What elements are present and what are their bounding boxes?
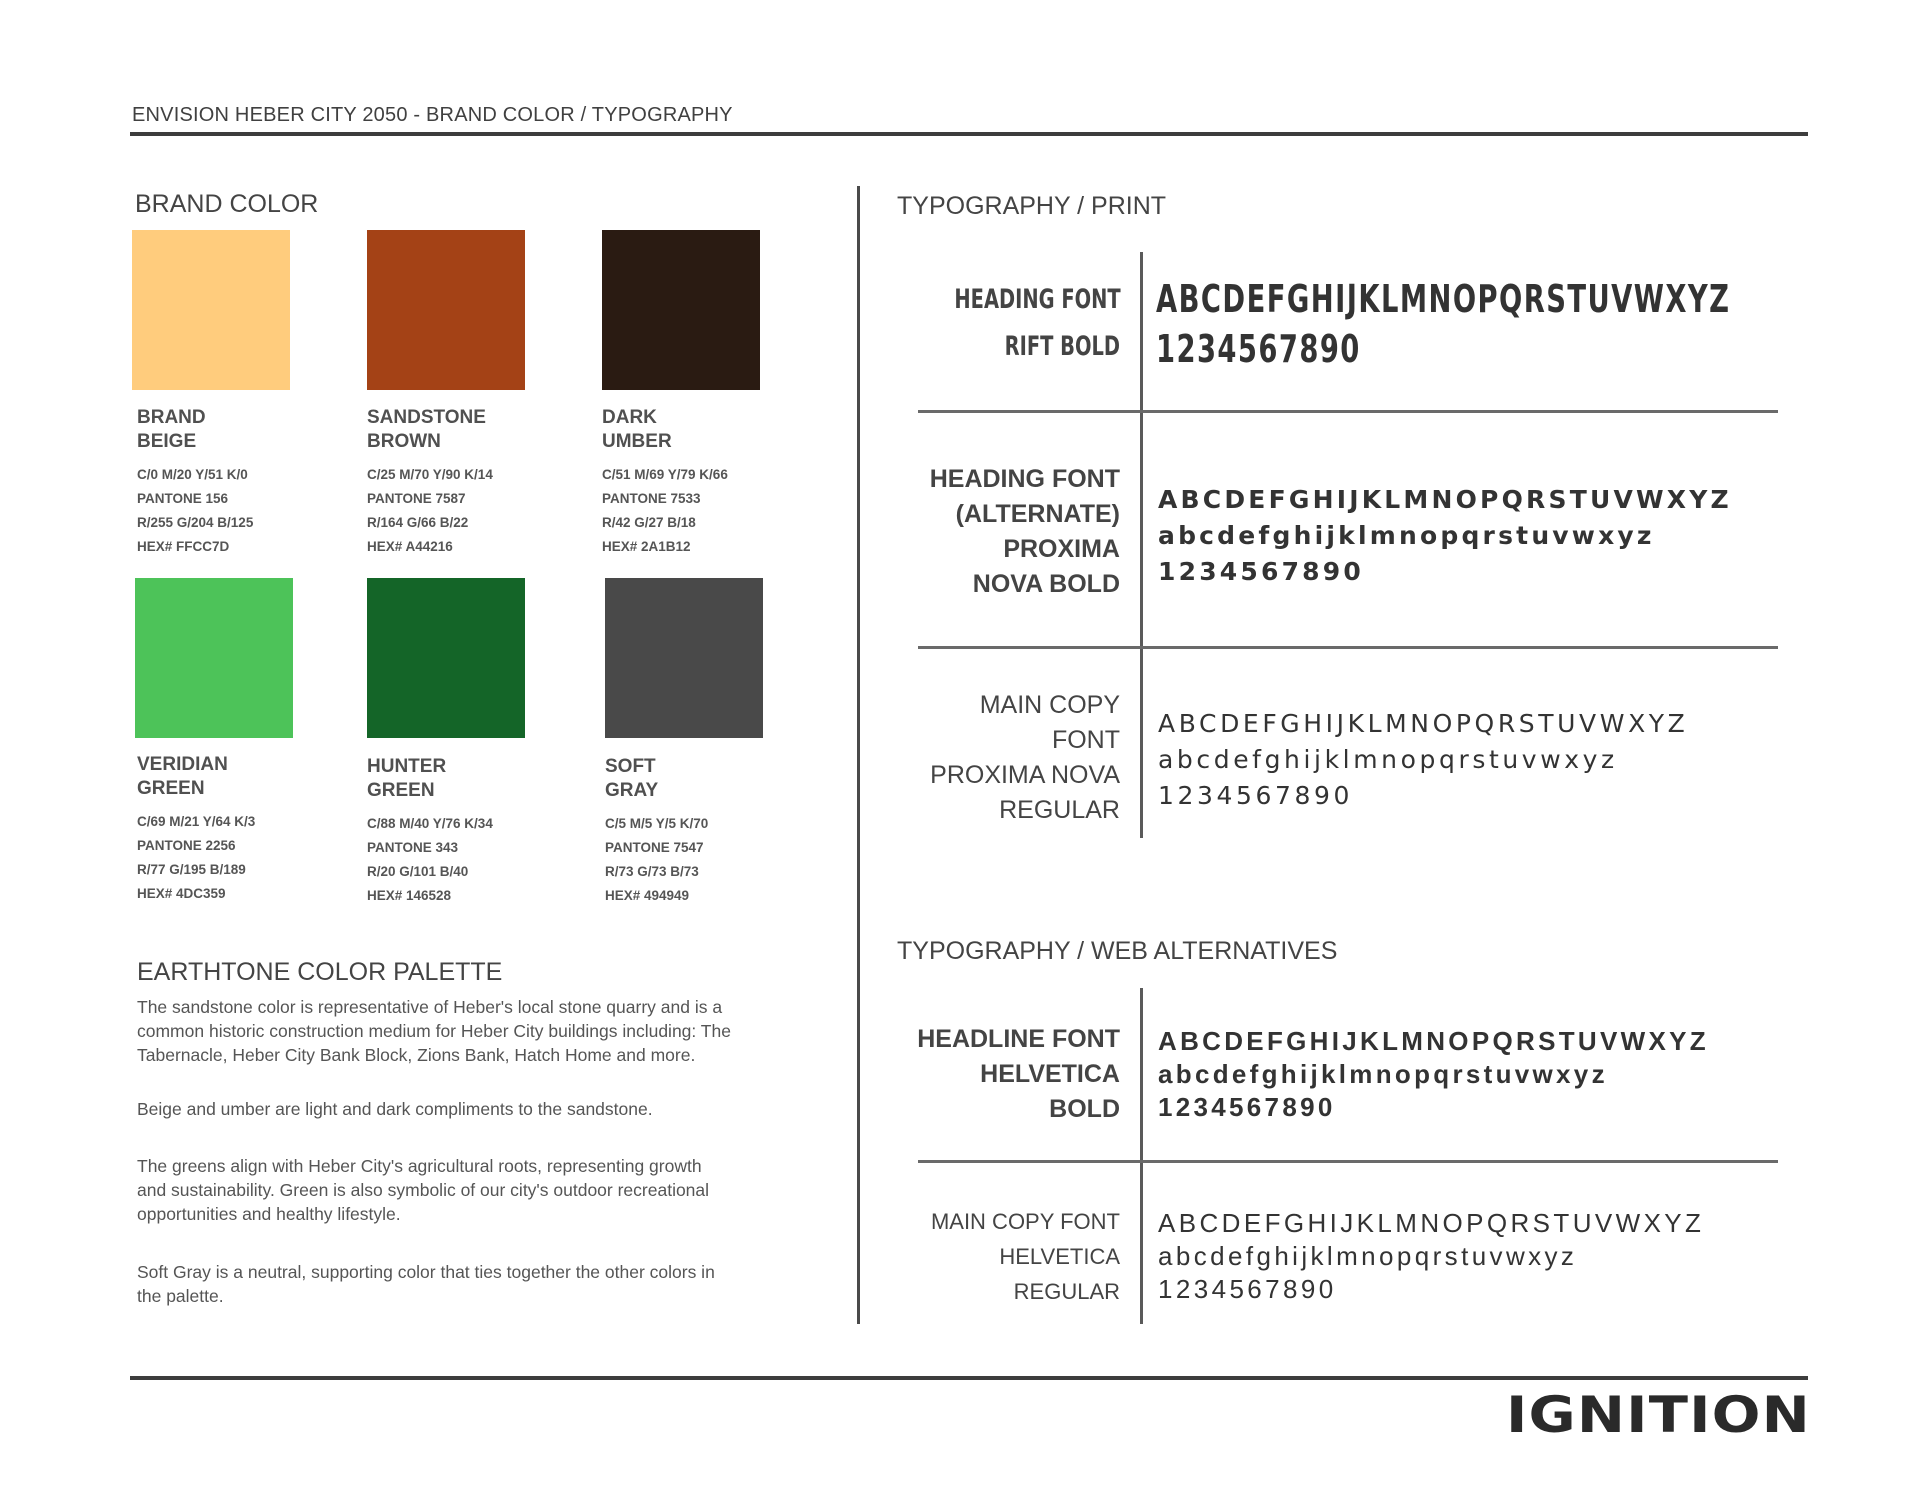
font-label-proxima-nova-bold: HEADING FONT (ALTERNATE) PROXIMA NOVA BOLD <box>929 465 1120 598</box>
swatch-name-veridian-green: VERIDIAN GREEN <box>137 754 228 799</box>
header-divider <box>130 132 1808 136</box>
footer-divider <box>130 1376 1808 1380</box>
swatch-soft-gray <box>605 578 763 738</box>
swatch-name-brand-beige: BRAND BEIGE <box>137 407 206 452</box>
ignition-logo: IGNITION <box>1506 1386 1811 1444</box>
swatch-specs-brand-beige: C/0 M/20 Y/51 K/0 PANTONE 156 R/255 G/204 B/125 HEX# FFCC7D <box>137 467 254 554</box>
swatch-specs-soft-gray: C/5 M/5 Y/5 K/70 PANTONE 7547 R/73 G/73 B/73 HEX# 494949 <box>605 816 709 903</box>
palette-paragraph-beige-umber: Beige and umber are light and dark compliments to the sandstone. <box>137 1099 653 1119</box>
swatch-name-hunter-green: HUNTER GREEN <box>367 756 447 801</box>
swatch-specs-dark-umber: C/51 M/69 Y/79 K/66 PANTONE 7533 R/42 G/27 B/18 HEX# 2A1B12 <box>602 467 728 554</box>
swatch-brand-beige <box>132 230 290 390</box>
font-label-proxima-nova-regular: MAIN COPY FONT PROXIMA NOVA REGULAR <box>930 691 1120 824</box>
palette-paragraph-soft-gray: Soft Gray is a neutral, supporting color that ties together the other colors in the palette. <box>137 1262 715 1306</box>
typography-print-title: TYPOGRAPHY / PRINT <box>897 192 1167 220</box>
font-sample-helvetica-regular: ABCDEFGHIJKLMNOPQRSTUVWXYZ abcdefghijklmnopqrstuvwxyz 1234567890 <box>1158 1208 1705 1304</box>
typography-print-row-divider-2 <box>918 646 1778 649</box>
swatch-name-sandstone-brown: SANDSTONE BROWN <box>367 407 486 452</box>
typography-web-row-divider <box>918 1160 1778 1163</box>
swatch-specs-hunter-green: C/88 M/40 Y/76 K/34 PANTONE 343 R/20 G/101 B/40 HEX# 146528 <box>367 816 493 903</box>
swatch-specs-sandstone-brown: C/25 M/70 Y/90 K/14 PANTONE 7587 R/164 G/66 B/22 HEX# A44216 <box>367 467 493 554</box>
font-sample-proxima-nova-regular: ABCDEFGHIJKLMNOPQRSTUVWXYZ abcdefghijklmnopqrstuvwxyz 1234567890 <box>1158 709 1689 810</box>
brand-color-title: BRAND COLOR <box>135 190 319 218</box>
font-label-rift-bold: HEADING FONT RIFT BOLD <box>954 284 1121 362</box>
typography-web-vertical-rule <box>1140 988 1143 1324</box>
swatch-name-dark-umber: DARK UMBER <box>602 407 672 452</box>
typography-print-row-divider-1 <box>918 410 1778 413</box>
typography-web-title: TYPOGRAPHY / WEB ALTERNATIVES <box>897 937 1338 965</box>
palette-paragraph-sandstone: The sandstone color is representative of Heber's local stone quarry and is a common historic construction medium for Heber City buildings including: The Tabernacle, Heber City Bank Block, Zions Bank, Hatch Home and more. <box>137 997 731 1065</box>
font-sample-rift-bold: ABCDEFGHIJKLMNOPQRSTUVWXYZ 1234567890 <box>1156 277 1731 371</box>
font-sample-helvetica-bold: ABCDEFGHIJKLMNOPQRSTUVWXYZ abcdefghijklmnopqrstuvwxyz 1234567890 <box>1158 1026 1709 1122</box>
swatch-dark-umber <box>602 230 760 390</box>
swatch-name-soft-gray: SOFT GRAY <box>605 756 659 801</box>
swatch-veridian-green <box>135 578 293 738</box>
swatch-specs-veridian-green: C/69 M/21 Y/64 K/3 PANTONE 2256 R/77 G/195 B/189 HEX# 4DC359 <box>137 814 256 901</box>
palette-paragraph-greens: The greens align with Heber City's agricultural roots, representing growth and sustainability. Green is also symbolic of our city's outdoor recreational opportunities and healthy lifestyle. <box>137 1156 710 1224</box>
swatch-hunter-green <box>367 578 525 738</box>
document-title: ENVISION HEBER CITY 2050 - BRAND COLOR / TYPOGRAPHY <box>132 104 733 126</box>
font-label-helvetica-regular: MAIN COPY FONT HELVETICA REGULAR <box>930 1209 1120 1304</box>
font-sample-proxima-nova-bold: ABCDEFGHIJKLMNOPQRSTUVWXYZ abcdefghijklmnopqrstuvwxyz 1234567890 <box>1158 485 1732 586</box>
font-label-helvetica-bold: HEADLINE FONT HELVETICA BOLD <box>917 1025 1120 1123</box>
palette-title: EARTHTONE COLOR PALETTE <box>137 958 503 986</box>
typography-print-vertical-rule <box>1140 252 1143 838</box>
swatch-sandstone-brown <box>367 230 525 390</box>
column-divider <box>857 186 860 1324</box>
